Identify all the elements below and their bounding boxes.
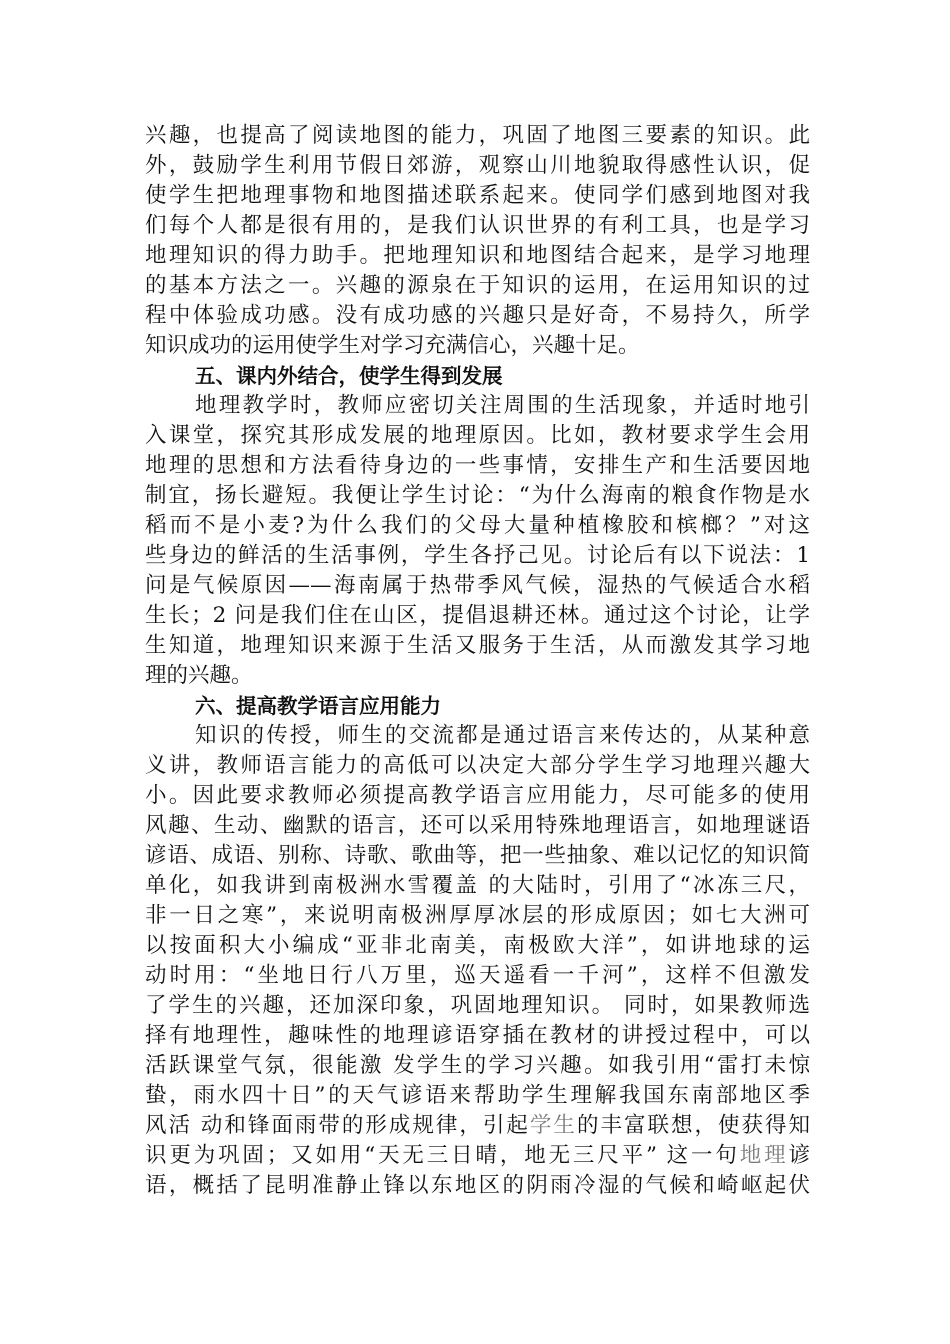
body-text-line: 程中体验成功感。没有成功感的兴趣只是好奇，不易持久，所学 bbox=[145, 303, 810, 328]
body-text-line: 语，概括了昆明准静止锋以东地区的阴雨冷湿的气候和崎岖起伏 bbox=[145, 1173, 810, 1198]
body-text-line: 地理教学时，教师应密切关注周围的生活现象，并适时地引 bbox=[195, 393, 810, 418]
body-text-line: 们每个人都是很有用的，是我们认识世界的有利工具，也是学习 bbox=[145, 213, 810, 238]
text-fragment: 谚 bbox=[788, 1143, 810, 1168]
body-text-line bbox=[145, 1141, 810, 1171]
section-heading-6: 六、提高教学语言应用能力 bbox=[195, 694, 441, 718]
body-text-line: 单化，如我讲到南极洲水雪覆盖 的大陆时，引用了“冰冻三尺， bbox=[145, 873, 810, 898]
body-text-line: 了学生的兴趣，还加深印象，巩固地理知识。 同时，如果教师选 bbox=[145, 993, 810, 1018]
body-text-line: 理的兴趣。 bbox=[145, 663, 253, 688]
text-fragment: 风活 动和锋面雨带的形成规律，引起 bbox=[145, 1113, 530, 1138]
body-text-line: 活跃课堂气氛，很能激 发学生的学习兴趣。如我引用“雷打未惊 bbox=[145, 1053, 810, 1078]
body-text-line: 地理的思想和方法看待身边的一些事情，安排生产和生活要因地 bbox=[145, 453, 810, 478]
body-text-line: 风趣、生动、幽默的语言，还可以采用特殊地理语言，如地理谜语 bbox=[145, 813, 810, 838]
body-text-line: 义讲，教师语言能力的高低可以决定大部分学生学习地理兴趣大 bbox=[145, 753, 810, 778]
body-text-line: 小。因此要求教师必须提高教学语言应用能力，尽可能多的使用 bbox=[145, 783, 810, 808]
body-text-line: 以按面积大小编成“亚非北南美，南极欧大洋”，如讲地球的运 bbox=[145, 933, 810, 958]
body-text-line: 兴趣，也提高了阅读地图的能力，巩固了地图三要素的知识。此 bbox=[145, 123, 810, 148]
body-text-line: 动时用：“坐地日行八万里，巡天遥看一千河”，这样不但激发 bbox=[145, 963, 810, 988]
body-text-line: 知识成功的运用使学生对学习充满信心，兴趣十足。 bbox=[145, 333, 640, 358]
body-text-line: 制宜，扬长避短。我便让学生讨论：“为什么海南的粮食作物是水 bbox=[145, 483, 810, 508]
body-text-line: 生知道，地理知识来源于生活又服务于生活，从而激发其学习地 bbox=[145, 633, 810, 658]
body-text-line: 谚语、成语、别称、诗歌、歌曲等，把一些抽象、难以记忆的知识简 bbox=[145, 843, 810, 868]
body-text-line: 使学生把地理事物和地图描述联系起来。使同学们感到地图对我 bbox=[145, 183, 810, 208]
faded-text-fragment: 学生 bbox=[529, 1113, 577, 1138]
body-text-line: 稻而不是小麦?为什么我们的父母大量种植橡胶和槟榔？”对这 bbox=[145, 513, 810, 538]
faded-text-fragment: 地理 bbox=[739, 1143, 789, 1168]
body-text-line: 外，鼓励学生利用节假日郊游，观察山川地貌取得感性认识，促 bbox=[145, 153, 810, 178]
body-text-line: 的基本方法之一。兴趣的源泉在于知识的运用，在运用知识的过 bbox=[145, 273, 810, 298]
section-heading-5: 五、课内外结合，使学生得到发展 bbox=[195, 364, 503, 388]
body-text-line: 蛰，雨水四十日”的天气谚语来帮助学生理解我国东南部地区季 bbox=[145, 1083, 810, 1108]
body-text-line: 知识的传授，师生的交流都是通过语言来传达的，从某种意 bbox=[195, 723, 810, 748]
body-text-line: 些身边的鲜活的生活事例，学生各抒己见。讨论后有以下说法：1 bbox=[145, 543, 810, 568]
body-text-line: 入课堂，探究其形成发展的地理原因。比如，教材要求学生会用 bbox=[145, 423, 810, 448]
body-text-line: 问是气候原因——海南属于热带季风气候，湿热的气候适合水稻 bbox=[145, 573, 810, 598]
body-text-line bbox=[145, 1111, 810, 1141]
text-fragment: 识更为巩固；又如用“天无三日晴，地无三尺平” 这一句 bbox=[145, 1143, 740, 1168]
body-text-line: 非一日之寒”，来说明南极洲厚厚冰层的形成原因；如七大洲可 bbox=[145, 903, 810, 928]
body-text-line: 择有地理性，趣味性的地理谚语穿插在教材的讲授过程中，可以 bbox=[145, 1023, 810, 1048]
body-text-line: 生长；2 问是我们住在山区，提倡退耕还林。通过这个讨论，让学 bbox=[145, 603, 810, 628]
text-fragment: 的丰富联想，使获得知 bbox=[576, 1113, 810, 1138]
body-text-line: 地理知识的得力助手。把地理知识和地图结合起来，是学习地理 bbox=[145, 243, 810, 268]
